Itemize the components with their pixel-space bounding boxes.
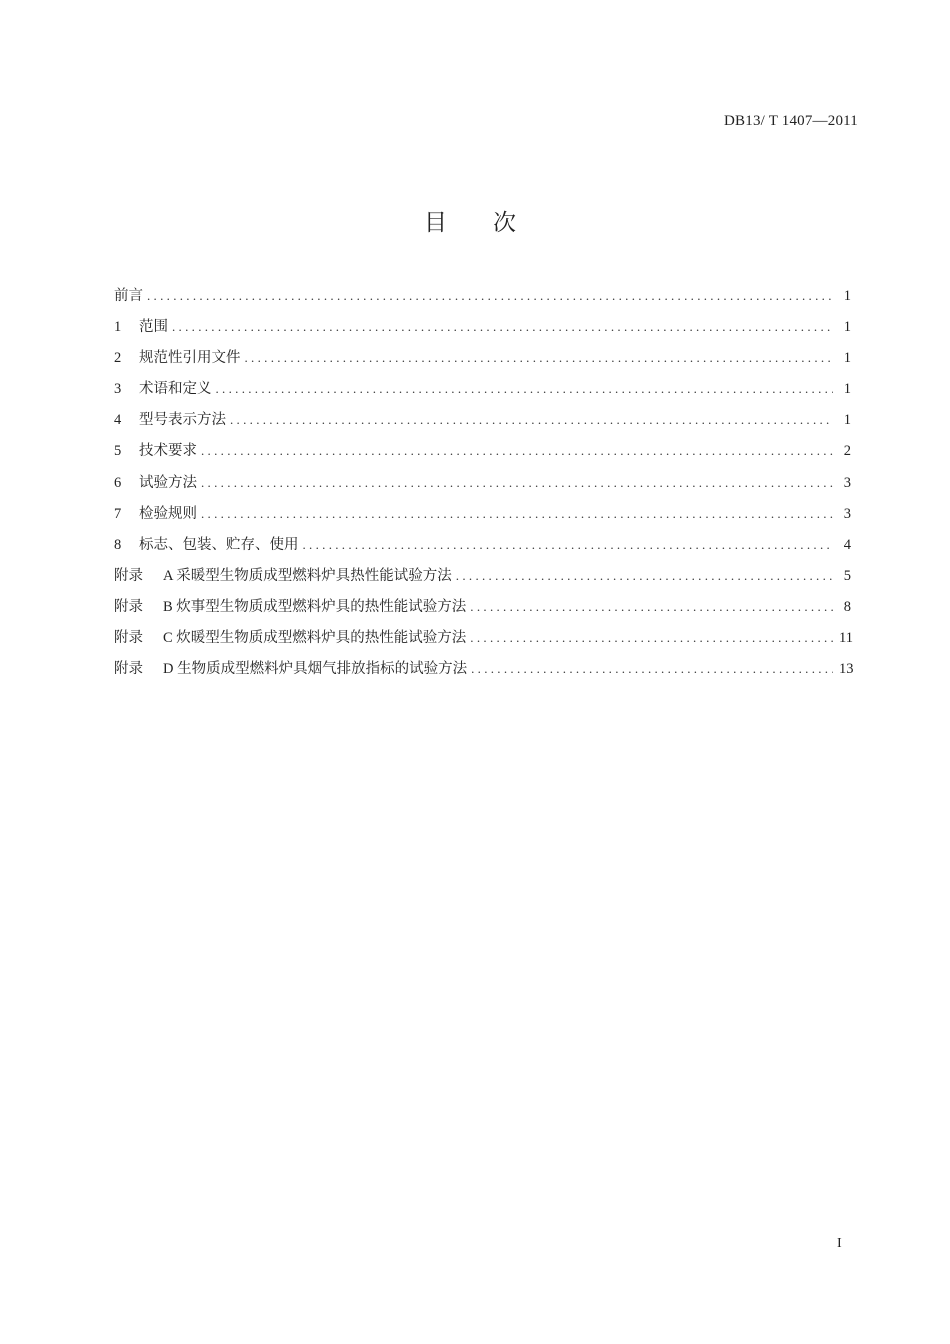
document-number: DB13/ T 1407—2011 — [724, 113, 858, 129]
toc-entry-label: 标志、包装、贮存、使用 — [139, 536, 299, 553]
toc-entry-label: 型号表示方法 — [139, 412, 226, 429]
dot-leader — [470, 599, 833, 615]
toc-entry-label: C 炊暖型生物质成型燃料炉具的热性能试验方法 — [163, 630, 467, 647]
toc-entry-label: 检验规则 — [139, 505, 197, 522]
toc-entry-page: 11 — [839, 630, 853, 647]
toc-entry-page: 1 — [843, 288, 851, 304]
toc-entry-page: 2 — [843, 443, 851, 460]
toc-entry-label: 规范性引用文件 — [139, 350, 241, 367]
toc-entry-7[interactable] — [114, 502, 851, 533]
toc-entry-page: 1 — [843, 412, 851, 429]
toc-entry-page: 1 — [843, 319, 851, 336]
toc-entry-number: 附录 — [114, 630, 143, 647]
table-of-contents — [114, 284, 854, 688]
dot-leader — [471, 661, 833, 677]
toc-entry-page: 8 — [843, 598, 851, 615]
toc-entry-appendix-c[interactable] — [114, 626, 851, 657]
toc-entry-page: 1 — [843, 381, 851, 398]
dot-leader — [470, 630, 833, 646]
toc-entry-number: 附录 — [114, 661, 143, 678]
dot-leader — [216, 381, 834, 397]
toc-entry-8[interactable] — [114, 533, 851, 564]
toc-entry-2[interactable] — [114, 346, 851, 377]
toc-entry-label: 技术要求 — [139, 443, 197, 460]
toc-entry-1[interactable] — [114, 315, 851, 346]
toc-entry-number: 5 — [114, 443, 122, 460]
dot-leader — [201, 475, 833, 491]
toc-entry-label: D 生物质成型燃料炉具烟气排放指标的试验方法 — [163, 661, 468, 678]
toc-entry-6[interactable] — [114, 471, 851, 502]
dot-leader — [147, 288, 833, 304]
toc-entry-page: 13 — [839, 661, 854, 678]
toc-entry-number: 8 — [114, 536, 122, 553]
toc-entry-4[interactable] — [114, 408, 851, 439]
toc-entry-label: 术语和定义 — [139, 381, 212, 398]
toc-entry-page: 3 — [843, 474, 851, 491]
toc-entry-appendix-d[interactable] — [114, 657, 854, 688]
toc-entry-page: 5 — [843, 567, 851, 584]
dot-leader — [201, 443, 833, 459]
toc-entry-page: 1 — [843, 350, 851, 367]
toc-entry-number: 3 — [114, 381, 122, 398]
page-number: I — [837, 1236, 842, 1251]
dot-leader — [172, 319, 833, 335]
toc-entry-number: 4 — [114, 412, 122, 429]
toc-entry-3[interactable] — [114, 377, 851, 408]
toc-title: 目次 — [424, 210, 562, 236]
dot-leader — [303, 537, 834, 553]
toc-entry-foreword[interactable] — [114, 284, 851, 315]
toc-entry-number: 1 — [114, 319, 122, 336]
toc-entry-page: 4 — [843, 536, 851, 553]
dot-leader — [245, 350, 834, 366]
toc-entry-number: 7 — [114, 505, 122, 522]
toc-entry-appendix-b[interactable] — [114, 595, 851, 626]
toc-entry-number: 附录 — [114, 567, 143, 584]
toc-entry-number: 附录 — [114, 598, 143, 615]
dot-leader — [201, 506, 833, 522]
toc-entry-label: 范围 — [139, 319, 168, 336]
toc-entry-number: 6 — [114, 474, 122, 491]
dot-leader — [230, 412, 833, 428]
dot-leader — [456, 568, 833, 584]
toc-entry-label: B 炊事型生物质成型燃料炉具的热性能试验方法 — [163, 598, 467, 615]
toc-entry-number: 2 — [114, 350, 122, 367]
toc-entry-appendix-a[interactable] — [114, 564, 851, 595]
toc-entry-page: 3 — [843, 505, 851, 522]
toc-entry-5[interactable] — [114, 439, 851, 470]
toc-entry-label: 试验方法 — [139, 474, 197, 491]
toc-entry-label: 前言 — [114, 288, 143, 304]
toc-entry-label: A 采暖型生物质成型燃料炉具热性能试验方法 — [163, 567, 452, 584]
